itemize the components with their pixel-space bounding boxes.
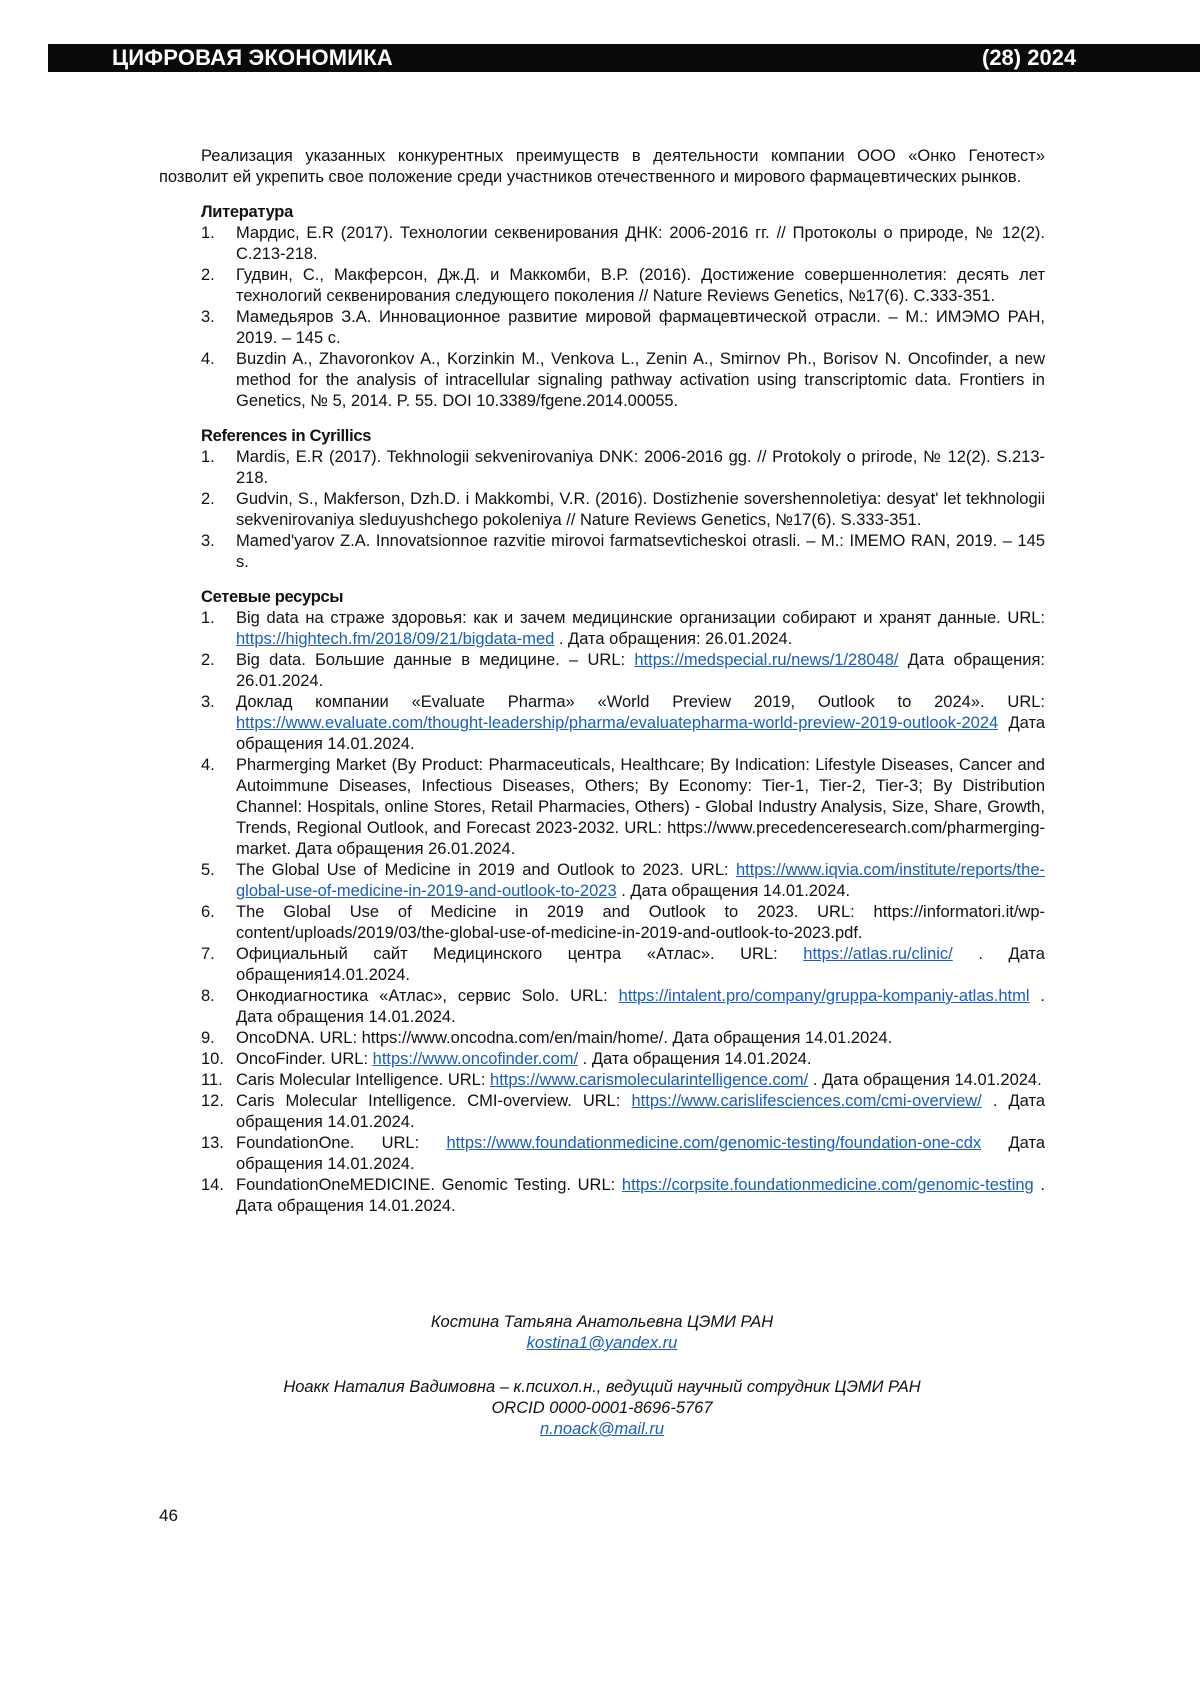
web-resource-item bbox=[159, 986, 1045, 1028]
author2-email-link[interactable]: n.noack@mail.ru bbox=[540, 1420, 664, 1438]
intro-paragraph: Реализация указанных конкурентных преимуществ в деятельности компании ООО «Онко Генотест» позволит ей укрепить свое положение среди участников отечественного и мирового фармацевтических рынков. bbox=[159, 146, 1045, 188]
reference-text: Мардис, E.R (2017). Технологии секвенирования ДНК: 2006-2016 гг. // Протоколы о природе, № 12(2). С.213-218. bbox=[236, 224, 1045, 263]
reference-number: 5. bbox=[201, 860, 215, 881]
web-resource-item bbox=[159, 1028, 1045, 1049]
reference-access-date: . Дата обращения 14.01.2024. bbox=[808, 1071, 1041, 1089]
reference-number: 10. bbox=[201, 1049, 224, 1070]
web-resource-item bbox=[159, 902, 1045, 944]
reference-item bbox=[159, 307, 1045, 349]
reference-link[interactable]: https://www.foundationmedicine.com/genomic-testing/foundation-one-cdx bbox=[446, 1134, 981, 1152]
author1-name: Костина Татьяна Анатольевна ЦЭМИ РАН bbox=[159, 1312, 1045, 1333]
reference-item bbox=[159, 265, 1045, 307]
reference-text: Доклад компании «Evaluate Pharma» «World Preview 2019, Outlook to 2024». URL: bbox=[236, 693, 1045, 711]
references-cyrillics-list bbox=[159, 447, 1045, 573]
reference-link[interactable]: https://hightech.fm/2018/09/21/bigdata-med bbox=[236, 630, 554, 648]
reference-number: 8. bbox=[201, 986, 215, 1007]
reference-item bbox=[159, 223, 1045, 265]
reference-number: 7. bbox=[201, 944, 215, 965]
reference-link[interactable]: https://www.evaluate.com/thought-leadership/pharma/evaluatepharma-world-preview-2019-outlook-2024 bbox=[236, 714, 998, 732]
reference-number: 3. bbox=[201, 307, 215, 328]
reference-number: 1. bbox=[201, 608, 215, 629]
web-resource-item bbox=[159, 1070, 1045, 1091]
reference-text: FoundationOne. URL: bbox=[236, 1134, 446, 1152]
reference-number: 13. bbox=[201, 1133, 224, 1154]
web-resources-heading: Сетевые ресурсы bbox=[201, 587, 1045, 608]
reference-number: 3. bbox=[201, 531, 215, 552]
author-signature bbox=[159, 1312, 1045, 1440]
web-resource-item bbox=[159, 944, 1045, 986]
reference-text: Big data на страже здоровья: как и зачем медицинские организации собирают и хранят данные. URL: bbox=[236, 609, 1045, 627]
reference-number: 12. bbox=[201, 1091, 224, 1112]
author1-email-link[interactable]: kostina1@yandex.ru bbox=[527, 1334, 678, 1352]
reference-link[interactable]: https://www.carislifesciences.com/cmi-overview/ bbox=[632, 1092, 982, 1110]
reference-number: 14. bbox=[201, 1175, 224, 1196]
reference-access-date: Дата обращения 14.01.2024. bbox=[236, 714, 1045, 753]
reference-number: 2. bbox=[201, 265, 215, 286]
reference-access-date: . Дата обращения 14.01.2024. bbox=[617, 882, 850, 900]
reference-text: Buzdin A., Zhavoronkov A., Korzinkin M., Venkova L., Zenin A., Smirnov Ph., Borisov N. Oncofinder, a new method for the analysis of intracellular signaling pathway activation using transcriptomic data. Frontiers in Genetics, № 5, 2014. P. 55. DOI 10.3389/fgene.2014.00055. bbox=[236, 350, 1045, 410]
reference-access-date: . Дата обращения 14.01.2024. bbox=[236, 1176, 1045, 1215]
journal-title: ЦИФРОВАЯ ЭКОНОМИКА bbox=[112, 45, 393, 71]
reference-link[interactable]: https://intalent.pro/company/gruppa-kompaniy-atlas.html bbox=[619, 987, 1030, 1005]
reference-link[interactable]: https://www.oncofinder.com/ bbox=[373, 1050, 578, 1068]
author2-orcid: ORCID 0000-0001-8696-5767 bbox=[159, 1398, 1045, 1419]
reference-text: Гудвин, С., Макферсон, Дж.Д. и Маккомби, В.Р. (2016). Достижение совершеннолетия: десять лет технологий секвенирования следующего поколения // Nature Reviews Genetics, №17(6). С.333-351. bbox=[236, 266, 1045, 305]
web-resource-item bbox=[159, 1133, 1045, 1175]
reference-text: Pharmerging Market (By Product: Pharmaceuticals, Healthcare; By Indication: Lifestyle Diseases, Cancer and Autoimmune Diseases, Infectious Diseases, Others; By Economy: Tier-1, Tier-2, Tier-3; By Distribution Channel: Hospitals, online Stores, Retail Pharmacies, Others) - Global Industry Analysis, Size, Share, Growth, Trends, Regional Outlook, and Forecast 2023-2032. URL: https://www.precedenceresearch.com/pharmerging-market. Дата обращения 26.01.2024. bbox=[236, 756, 1045, 858]
reference-number: 11. bbox=[201, 1070, 223, 1091]
web-resource-item bbox=[159, 755, 1045, 860]
reference-number: 3. bbox=[201, 692, 215, 713]
reference-text: Gudvin, S., Makferson, Dzh.D. i Makkombi, V.R. (2016). Dostizhenie sovershennoletiya: desyat' let tekhnologii sekvenirovaniya sleduyushchego pokoleniya // Nature Reviews Genetics, №17(6). S.333-351. bbox=[236, 490, 1045, 529]
reference-text: Caris Molecular Intelligence. URL: bbox=[236, 1071, 490, 1089]
reference-number: 2. bbox=[201, 489, 215, 510]
reference-number: 9. bbox=[201, 1028, 215, 1049]
web-resource-item bbox=[159, 1175, 1045, 1217]
reference-item bbox=[159, 447, 1045, 489]
reference-number: 1. bbox=[201, 223, 215, 244]
reference-access-date: . Дата обращения: 26.01.2024. bbox=[554, 630, 792, 648]
reference-text: Mardis, E.R (2017). Tekhnologii sekvenirovaniya DNK: 2006-2016 gg. // Protokoly o prirode, № 12(2). S.213-218. bbox=[236, 448, 1045, 487]
web-resource-item bbox=[159, 1091, 1045, 1133]
reference-item bbox=[159, 531, 1045, 573]
reference-text: Мамедьяров З.А. Инновационное развитие мировой фармацевтической отрасли. – М.: ИМЭМО РАН, 2019. – 145 с. bbox=[236, 308, 1045, 347]
reference-number: 4. bbox=[201, 755, 215, 776]
journal-header-bar bbox=[48, 44, 1200, 72]
reference-link[interactable]: https://atlas.ru/clinic/ bbox=[803, 945, 952, 963]
web-resource-item bbox=[159, 860, 1045, 902]
reference-item bbox=[159, 349, 1045, 412]
reference-number: 1. bbox=[201, 447, 215, 468]
reference-access-date: Дата обращения: 26.01.2024. bbox=[236, 651, 1045, 690]
reference-text: Официальный сайт Медицинского центра «Атлас». URL: bbox=[236, 945, 803, 963]
literature-list bbox=[159, 223, 1045, 412]
references-cyrillics-heading: References in Cyrillics bbox=[201, 426, 1045, 447]
reference-number: 2. bbox=[201, 650, 215, 671]
author2-name: Ноакк Наталия Вадимовна – к.психол.н., ведущий научный сотрудник ЦЭМИ РАН bbox=[159, 1377, 1045, 1398]
issue-number: (28) 2024 bbox=[982, 45, 1076, 71]
reference-text: The Global Use of Medicine in 2019 and Outlook to 2023. URL: bbox=[236, 861, 736, 879]
article-body bbox=[159, 146, 1045, 1217]
reference-text: Caris Molecular Intelligence. CMI-overview. URL: bbox=[236, 1092, 632, 1110]
reference-text: Онкодиагностика «Атлас», сервис Solo. URL: bbox=[236, 987, 619, 1005]
reference-text: FoundationOneMEDICINE. Genomic Testing. URL: bbox=[236, 1176, 622, 1194]
web-resource-item bbox=[159, 650, 1045, 692]
reference-text: The Global Use of Medicine in 2019 and Outlook to 2023. URL: https://informatori.it/wp-content/uploads/2019/03/the-global-use-of-medicine-in-2019-and-outlook-to-2023.pdf. bbox=[236, 903, 1045, 942]
reference-link[interactable]: https://medspecial.ru/news/1/28048/ bbox=[634, 651, 898, 669]
reference-access-date: . Дата обращения 14.01.2024. bbox=[236, 987, 1045, 1026]
web-resource-item bbox=[159, 1049, 1045, 1070]
reference-number: 6. bbox=[201, 902, 215, 923]
reference-access-date: Дата обращения 14.01.2024. bbox=[236, 1134, 1045, 1173]
reference-access-date: . Дата обращения 14.01.2024. bbox=[236, 1092, 1045, 1131]
reference-access-date: . Дата обращения14.01.2024. bbox=[236, 945, 1045, 984]
web-resources-list bbox=[159, 608, 1045, 1217]
reference-link[interactable]: https://www.iqvia.com/institute/reports/the-global-use-of-medicine-in-2019-and-outlook-to-2023 bbox=[236, 861, 1045, 900]
reference-text: Big data. Большие данные в медицине. – URL: bbox=[236, 651, 634, 669]
reference-text: OncoDNA. URL: https://www.oncodna.com/en/main/home/. Дата обращения 14.01.2024. bbox=[236, 1029, 892, 1047]
page-number: 46 bbox=[159, 1506, 178, 1526]
web-resource-item bbox=[159, 692, 1045, 755]
reference-access-date: . Дата обращения 14.01.2024. bbox=[578, 1050, 811, 1068]
reference-link[interactable]: https://corpsite.foundationmedicine.com/genomic-testing bbox=[622, 1176, 1034, 1194]
reference-text: OncoFinder. URL: bbox=[236, 1050, 373, 1068]
literature-heading: Литература bbox=[201, 202, 1045, 223]
reference-link[interactable]: https://www.carismolecularintelligence.com/ bbox=[490, 1071, 808, 1089]
reference-item bbox=[159, 489, 1045, 531]
reference-text: Mamed'yarov Z.A. Innovatsionnoe razvitie mirovoi farmatsevticheskoi otrasli. – M.: IMEMO RAN, 2019. – 145 s. bbox=[236, 532, 1045, 571]
web-resource-item bbox=[159, 608, 1045, 650]
reference-number: 4. bbox=[201, 349, 215, 370]
